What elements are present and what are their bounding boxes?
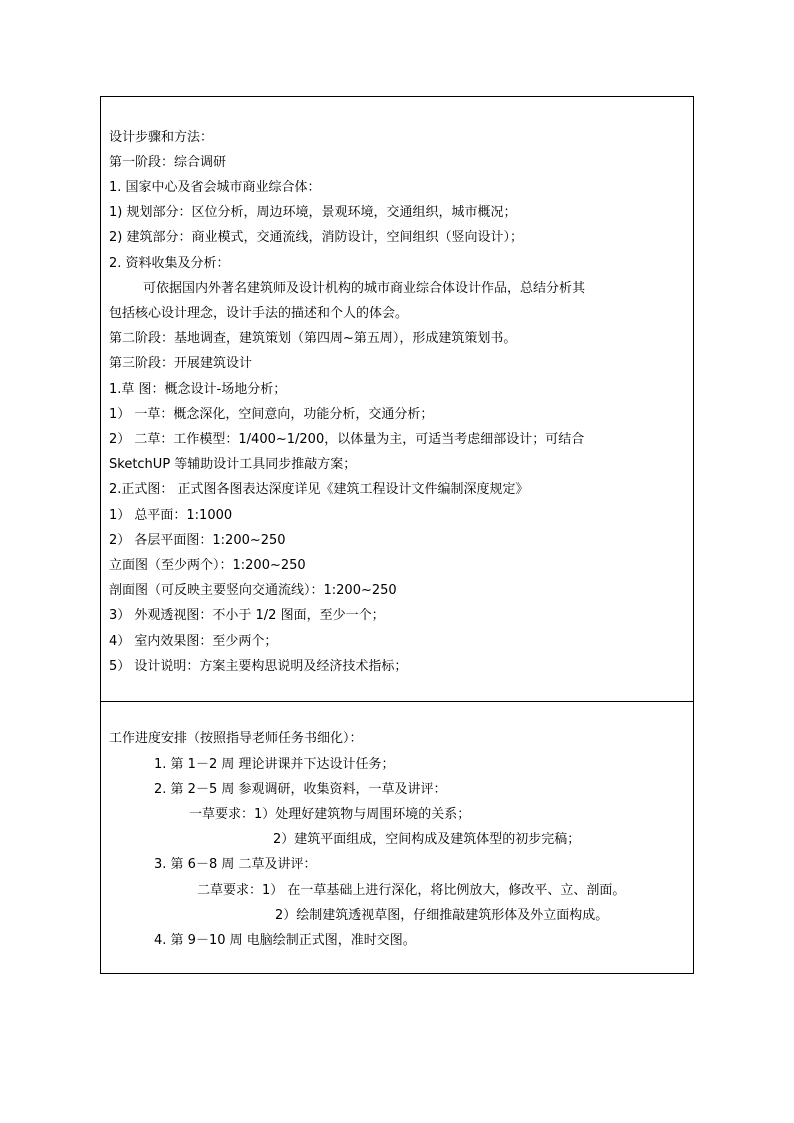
- schedule-subitem: 二草要求：1） 在一草基础上进行深化，将比例放大，修改平、立、剖面。: [197, 883, 626, 898]
- task-table: [100, 96, 694, 974]
- stage-three-line: 第三阶段：开展建筑设计: [109, 356, 253, 371]
- schedule-cell: [101, 702, 693, 973]
- text-line: 包括核心设计理念，设计手法的描述和个人的体会。: [109, 306, 409, 321]
- text-line: 2.正式图： 正式图各图表达深度详见《建筑工程设计文件编制深度规定》: [109, 482, 529, 497]
- stage-two-line: 第二阶段：基地调查，建筑策划（第四周~第五周），形成建筑策划书。: [109, 331, 517, 346]
- heading-schedule: 工作进度安排（按照指导老师任务书细化）：: [109, 731, 363, 746]
- heading-design-steps: 设计步骤和方法：: [109, 130, 214, 145]
- text-line: 3） 外观透视图：不小于 1/2 图面，至少一个；: [109, 608, 385, 623]
- text-line: 2) 建筑部分：商业模式，交通流线，消防设计，空间组织（竖向设计）；: [109, 230, 523, 245]
- text-line: 5） 设计说明：方案主要构思说明及经济技术指标；: [109, 659, 408, 674]
- text-line: 2. 资料收集及分析：: [109, 256, 230, 271]
- text-line: 1） 一草：概念深化，空间意向，功能分析，交通分析；: [109, 407, 434, 422]
- schedule-subitem: 一草要求：1）处理好建筑物与周围环境的关系；: [189, 807, 471, 822]
- schedule-item: 4. 第 9－10 周 电脑绘制正式图，准时交图。: [154, 933, 416, 948]
- stage-one-line: 第一阶段：综合调研: [109, 155, 227, 170]
- text-line: 2） 各层平面图：1:200~250: [109, 533, 286, 548]
- text-line: 可依据国内外著名建筑师及设计机构的城市商业综合体设计作品，总结分析其: [143, 281, 586, 296]
- text-line: 立面图（至少两个）：1:200~250: [109, 558, 306, 573]
- schedule-item: 3. 第 6－8 周 二草及讲评：: [154, 857, 317, 872]
- schedule-item: 2. 第 2－5 周 参观调研，收集资料，一草及讲评：: [154, 782, 447, 797]
- design-steps-cell: [101, 97, 693, 702]
- schedule-item: 1. 第 1－2 周 理论讲课并下达设计任务；: [154, 757, 395, 772]
- text-line: 2） 二草：工作模型：1/400~1/200，以体量为主，可适当考虑细部设计；可结合: [109, 432, 585, 447]
- text-line: 1) 规划部分：区位分析，周边环境，景观环境，交通组织，城市概况；: [109, 205, 517, 220]
- text-line: 4） 室内效果图：至少两个；: [109, 634, 278, 649]
- text-line: SketchUP 等辅助设计工具同步推敲方案；: [109, 457, 357, 472]
- schedule-subitem: 2）绘制建筑透视草图，仔细推敲建筑形体及外立面构成。: [275, 908, 609, 923]
- text-line: 1. 国家中心及省会城市商业综合体：: [109, 180, 321, 195]
- text-line: 剖面图（可反映主要竖向交通流线）：1:200~250: [109, 583, 397, 598]
- text-line: 1.草 图：概念设计-场地分析；: [109, 382, 287, 397]
- schedule-subitem: 2）建筑平面组成，空间构成及建筑体型的初步完稿；: [273, 832, 581, 847]
- text-line: 1） 总平面：1:1000: [109, 508, 233, 523]
